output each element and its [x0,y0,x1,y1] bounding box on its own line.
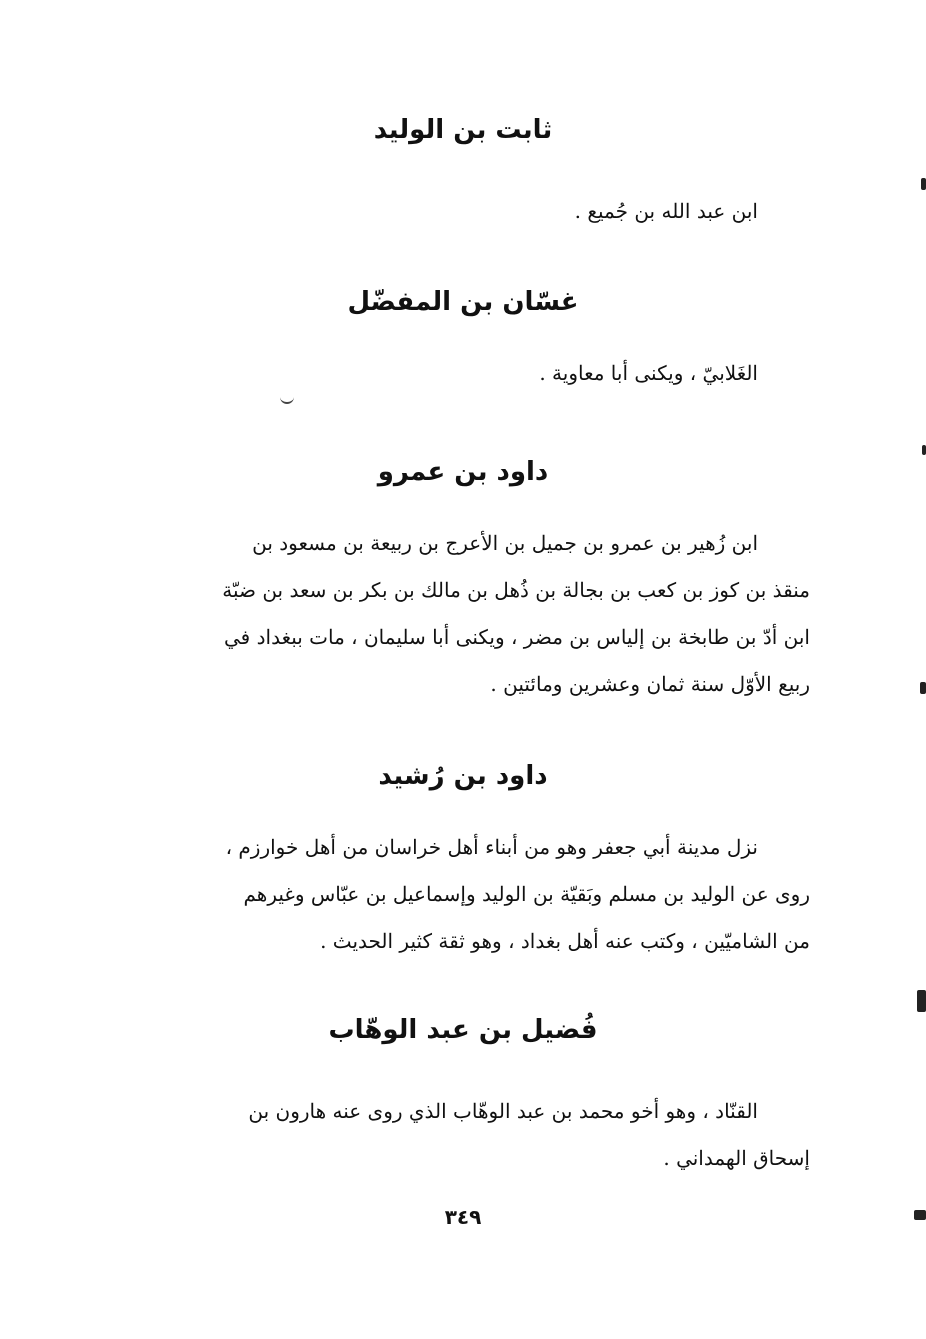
text-line: نزل مدينة أبي جعفر وهو من أبناء أهل خراسان من أهل خوارزم ، [225,835,758,859]
entry-text [110,520,810,708]
entry-heading: ثابت بن الوليد [373,115,553,145]
entry-text [110,350,810,397]
text-line: الغَلابيّ ، ويكنى أبا معاوية . [539,361,758,385]
text-line: روى عن الوليد بن مسلم وبَقيّة بن الوليد وإسماعيل بن عبّاس وغيرهم [243,882,810,906]
entry-heading: غسّان بن المفضّل [347,287,579,317]
text-line: القنّاد ، وهو أخو محمد بن عبد الوهّاب الذي روى عنه هارون بن [248,1099,758,1123]
scan-mark [922,445,926,455]
text-line: ابن أدّ بن طابخة بن إلياس بن مضر ، ويكنى أبا سليمان ، مات ببغداد في [224,625,810,649]
scan-mark [921,178,926,190]
entry-text [110,188,810,235]
text-line: منقذ بن كوز بن كعب بن بجالة بن ذُهل بن مالك بن بكر بن سعد بن ضبّة [222,578,810,602]
entry-text [110,824,810,965]
scan-mark [917,990,926,1012]
entry-text [110,1088,810,1182]
scan-mark [914,1210,926,1220]
entry-heading: داود بن عمرو [377,457,549,487]
entry-heading: داود بن رُشيد [378,761,548,791]
stray-ink-mark [280,396,294,404]
scan-mark [920,682,926,694]
text-line: ابن عبد الله بن جُميع . [574,199,758,223]
page-number: ٣٤٩ [444,1205,482,1229]
text-line: ابن زُهير بن عمرو بن جميل بن الأعرج بن ربيعة بن مسعود بن [252,531,758,555]
text-line: من الشاميّين ، وكتب عنه أهل بغداد ، وهو ثقة كثير الحديث . [320,929,810,953]
text-line: إسحاق الهمداني . [663,1146,810,1170]
entry-heading: فُضيل بن عبد الوهّاب [328,1015,598,1045]
text-line: ربيع الأوّل سنة ثمان وعشرين ومائتين . [490,672,810,696]
